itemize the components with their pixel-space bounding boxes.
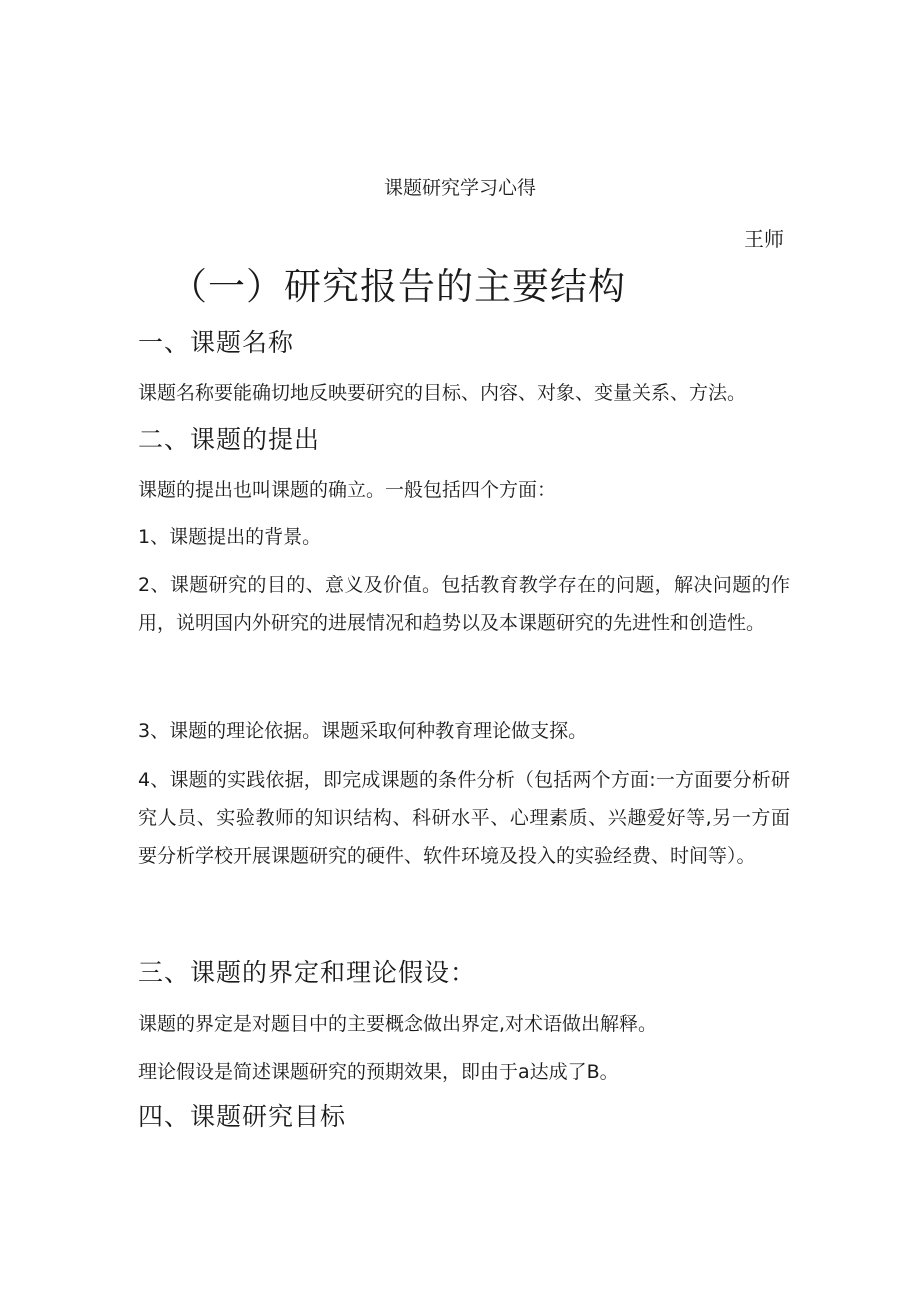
section-heading: 一、课题名称 (138, 328, 295, 357)
paragraph: 3、课题的理论依据。课题采取何种教育理论做支探。 (138, 720, 588, 742)
paragraph: 课题的界定是对题目中的主要概念做出界定,对术语做出解释。 (138, 1013, 658, 1035)
section-heading: 三、课题的界定和理论假设： (138, 958, 477, 987)
author-name: 王师 (744, 227, 784, 251)
main-heading: （一）研究报告的主要结构 (170, 265, 626, 308)
paragraph: 课题的提出也叫课题的确立。一般包括四个方面： (138, 479, 557, 501)
paragraph: 理论假设是简述课题研究的预期效果，即由于a达成了B。 (138, 1061, 619, 1083)
document-title: 课题研究学习心得 (383, 177, 536, 199)
paragraph: 1、课题提出的背景。 (138, 526, 322, 548)
paragraph: 4、课题的实践依据，即完成课题的条件分析（包括两个方面:一方面要分析研究人员、实验教师的知识结构、科研水平、心理素质、兴趣爱好等,另一方面要分析学校开展课题研究的硬件、软件环境及投入的实验经费、时间等）。 (138, 769, 790, 867)
paragraph: 课题名称要能确切地反映要研究的目标、内容、对象、变量关系、方法。 (138, 382, 747, 404)
section-heading: 二、课题的提出 (138, 425, 321, 454)
section-heading: 四、课题研究目标 (138, 1102, 347, 1131)
paragraph: 2、课题研究的目的、意义及价值。包括教育教学存在的问题，解决问题的作用，说明国内外研究的进展情况和趋势以及本课题研究的先进性和创造性。 (138, 574, 790, 634)
